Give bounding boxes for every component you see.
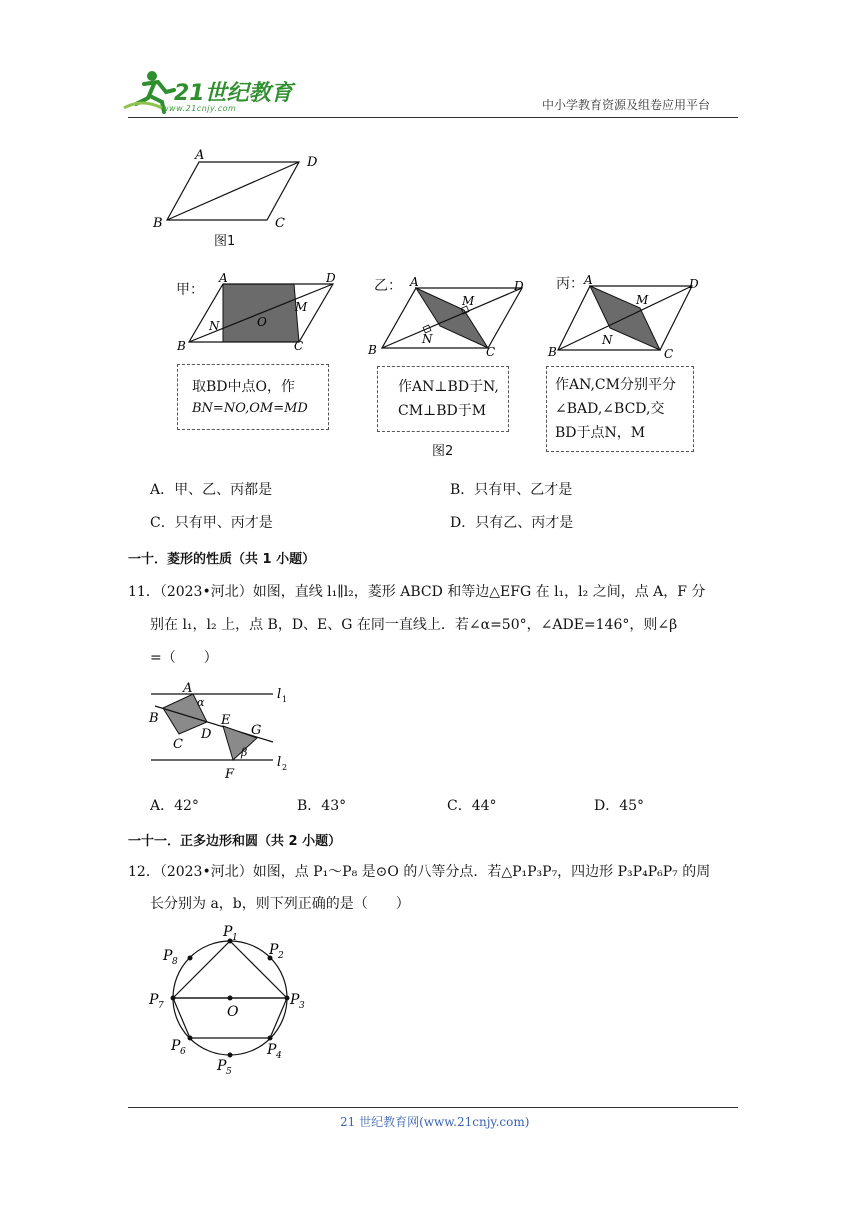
- svg-text:5: 5: [226, 1067, 232, 1077]
- svg-text:4: 4: [276, 1051, 282, 1061]
- svg-text:A: A: [410, 275, 419, 289]
- q10-option-b: B．只有甲、乙才是: [450, 482, 573, 498]
- svg-text:B: B: [548, 345, 557, 359]
- svg-text:l: l: [277, 755, 282, 770]
- q10-option-c: C．只有甲、丙才是: [150, 515, 273, 531]
- header-rule: [128, 117, 738, 118]
- svg-text:G: G: [251, 723, 262, 738]
- svg-text:P: P: [171, 1038, 181, 1054]
- bing-line1: 作AN,CM分别平分: [555, 377, 676, 393]
- fig1-label-d: D: [307, 155, 318, 170]
- svg-text:O: O: [227, 1004, 239, 1020]
- svg-text:P: P: [290, 992, 300, 1008]
- svg-text:B: B: [177, 339, 186, 353]
- q11-option-d: D．45°: [594, 798, 645, 814]
- svg-text:3: 3: [299, 1001, 305, 1011]
- svg-text:α: α: [197, 696, 205, 709]
- q11-stem-line2: 别在 l₁，l₂ 上，点 B，D、E、G 在同一直线上．若∠α=50°，∠ADE=146°，则∠β: [150, 617, 678, 633]
- svg-text:M: M: [295, 300, 308, 314]
- section-title-polygon-circle: 一十一．正多边形和圆（共 2 小题）: [128, 834, 342, 849]
- svg-text:7: 7: [158, 1001, 164, 1011]
- svg-text:C: C: [173, 737, 183, 752]
- q11-option-c: C．44°: [447, 798, 497, 814]
- jia-line2: BN=NO,OM=MD: [192, 401, 308, 416]
- figure-2-jia: [175, 268, 345, 358]
- yi-line1: 作AN⊥BD于N,: [398, 379, 499, 395]
- section-title-rhombus: 一十．菱形的性质（共 1 小题）: [128, 552, 316, 567]
- svg-text:E: E: [221, 713, 231, 728]
- figure-q12-octagon-circle: [145, 918, 320, 1083]
- svg-text:C: C: [486, 345, 496, 359]
- svg-text:F: F: [225, 767, 235, 782]
- footer-rule: [128, 1107, 738, 1108]
- header-logo: [122, 68, 302, 118]
- q11-option-a: A．42°: [150, 798, 199, 814]
- svg-text:1: 1: [282, 695, 288, 704]
- jia-method-box: [177, 364, 329, 430]
- svg-text:M: M: [636, 293, 649, 307]
- fig1-label-c: C: [275, 216, 285, 231]
- svg-text:D: D: [201, 727, 212, 742]
- bing-method-box: [546, 366, 694, 452]
- svg-text:P: P: [267, 1042, 277, 1058]
- footer-text: 21 世纪教育网(www.21cnjy.com): [340, 1115, 530, 1129]
- svg-text:M: M: [462, 294, 475, 308]
- svg-text:l: l: [277, 687, 282, 702]
- fig1-caption: 图1: [214, 234, 236, 249]
- figure-2-yi: [366, 270, 536, 360]
- svg-text:D: D: [689, 277, 699, 291]
- q11-stem-line1: 11．（2023•河北）如图，直线 l₁∥l₂，菱形 ABCD 和等边△EFG 在 l₁，l₂ 之间，点 A，F 分: [128, 584, 706, 600]
- jia-line1: 取BD中点O，作: [192, 379, 295, 395]
- svg-text:P: P: [217, 1058, 227, 1074]
- svg-text:P: P: [149, 992, 159, 1008]
- svg-text:B: B: [149, 711, 159, 726]
- svg-text:D: D: [514, 279, 524, 293]
- svg-text:D: D: [326, 271, 336, 285]
- svg-text:N: N: [602, 333, 613, 347]
- svg-text:β: β: [241, 746, 248, 759]
- svg-text:P: P: [163, 948, 173, 964]
- fig1-label-b: B: [153, 216, 163, 231]
- bing-prefix: 丙：: [556, 276, 584, 292]
- q12-stem-line2: 长分别为 a，b，则下列正确的是（ ）: [150, 896, 410, 912]
- yi-prefix: 乙：: [374, 278, 402, 294]
- brand-name: 21世纪教育: [174, 81, 293, 106]
- svg-text:A: A: [183, 681, 193, 696]
- svg-text:C: C: [664, 347, 674, 360]
- svg-text:P: P: [223, 924, 233, 940]
- figure-2-bing: [546, 268, 716, 360]
- svg-text:B: B: [368, 343, 377, 357]
- q10-option-a: A．甲、乙、丙都是: [150, 482, 273, 498]
- bing-line2: ∠BAD,∠BCD,交: [555, 401, 665, 417]
- svg-text:2: 2: [282, 763, 288, 772]
- fig2-caption: 图2: [432, 444, 454, 459]
- brand-url: www.21cnjy.com: [162, 104, 237, 113]
- figure-1-parallelogram: [145, 145, 345, 255]
- svg-text:A: A: [219, 271, 228, 285]
- svg-text:A: A: [584, 273, 593, 287]
- svg-text:C: C: [294, 339, 304, 353]
- svg-text:O: O: [257, 315, 267, 329]
- svg-text:N: N: [209, 319, 220, 333]
- q11-option-b: B．43°: [297, 798, 347, 814]
- svg-text:2: 2: [278, 951, 284, 961]
- yi-method-box: [377, 366, 509, 432]
- jia-prefix: 甲：: [176, 282, 204, 298]
- q10-option-d: D．只有乙、丙才是: [450, 515, 574, 531]
- svg-text:6: 6: [180, 1047, 186, 1057]
- q12-stem-line1: 12．（2023•河北）如图，点 P₁～P₈ 是⊙O 的八等分点．若△P₁P₃P₇，四边形 P₃P₄P₆P₇ 的周: [128, 864, 711, 880]
- fig1-label-a: A: [195, 148, 205, 163]
- header-tagline: 中小学教育资源及组卷应用平台: [542, 98, 711, 112]
- bing-line3: BD于点N，M: [555, 425, 646, 441]
- figure-q11: [145, 680, 305, 788]
- q11-stem-line3: =（ ）: [150, 650, 218, 666]
- svg-text:N: N: [422, 332, 433, 346]
- yi-line2: CM⊥BD于M: [398, 403, 487, 419]
- svg-text:1: 1: [232, 933, 238, 943]
- svg-text:P: P: [269, 942, 279, 958]
- svg-text:8: 8: [172, 957, 178, 967]
